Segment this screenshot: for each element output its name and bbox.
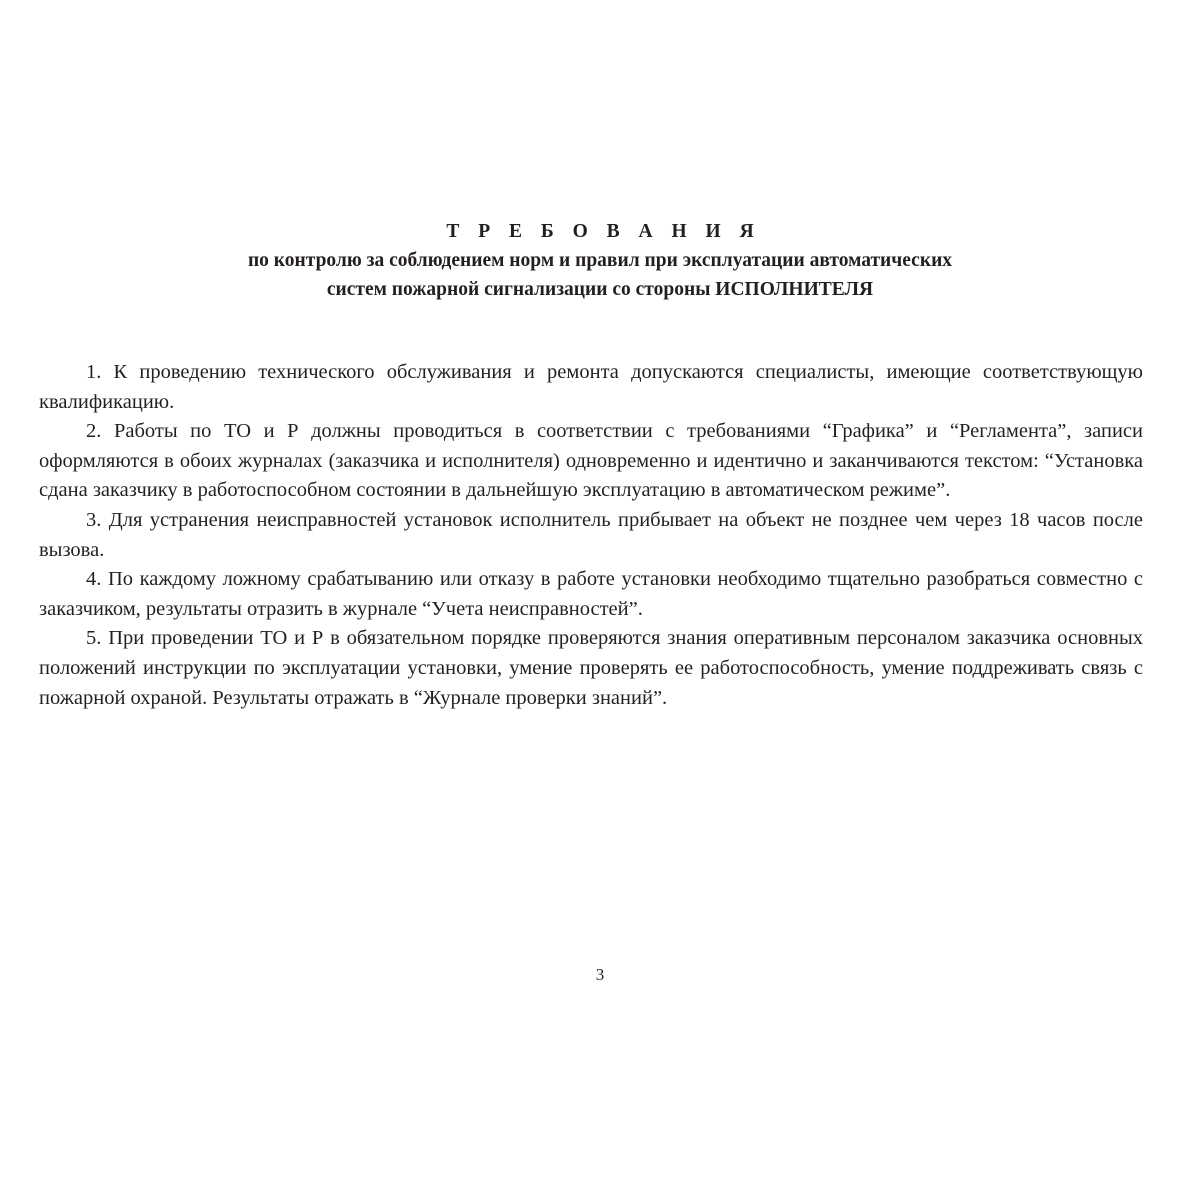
requirement-item-3: 3. Для устранения неисправностей установок исполнитель прибывает на объект не позднее чем через 18 часов после вызова. (39, 508, 1143, 561)
requirement-item-1: 1. К проведению технического обслуживания и ремонта допускаются специалисты, имеющие соответствующую квалификацию. (39, 361, 1143, 413)
document-subtitle-line-1: по контролю за соблюдением норм и правил при эксплуатации автоматических (247, 250, 953, 271)
document-subtitle-line-2: систем пожарной сигнализации со стороны ИСПОЛНИТЕЛЯ (326, 279, 874, 300)
requirement-item-5: 5. При проведении ТО и Р в обязательном порядке проверяются знания оперативным персоналом заказчика основных положений инструкции по эксплуатации установки, умение проверять ее работоспособность, умение поддреживать связь с пожарной охраной. Результаты отражать в “Журнале проверки знаний”. (39, 627, 1143, 709)
requirements-list (39, 358, 1143, 713)
document-heading (0, 217, 1200, 304)
requirement-item-2: 2. Работы по ТО и Р должны проводиться в соответствии с требованиями “Графика” и “Регламента”, записи оформляются в обоих журналах (заказчика и исполнителя) одновременно и идентично и заканчиваются текстом: “Установка сдана заказчику в работоспособном состоянии в дальнейшую эксплуатацию в автоматическом режиме”. (39, 420, 1143, 502)
requirement-item-4: 4. По каждому ложному срабатыванию или отказу в работе установки необходимо тщательно разобраться совместно с заказчиком, результаты отразить в журнале “Учета неисправностей”. (39, 568, 1143, 620)
page-number: 3 (595, 965, 605, 984)
document-title: Т Р Е Б О В А Н И Я (446, 221, 761, 242)
